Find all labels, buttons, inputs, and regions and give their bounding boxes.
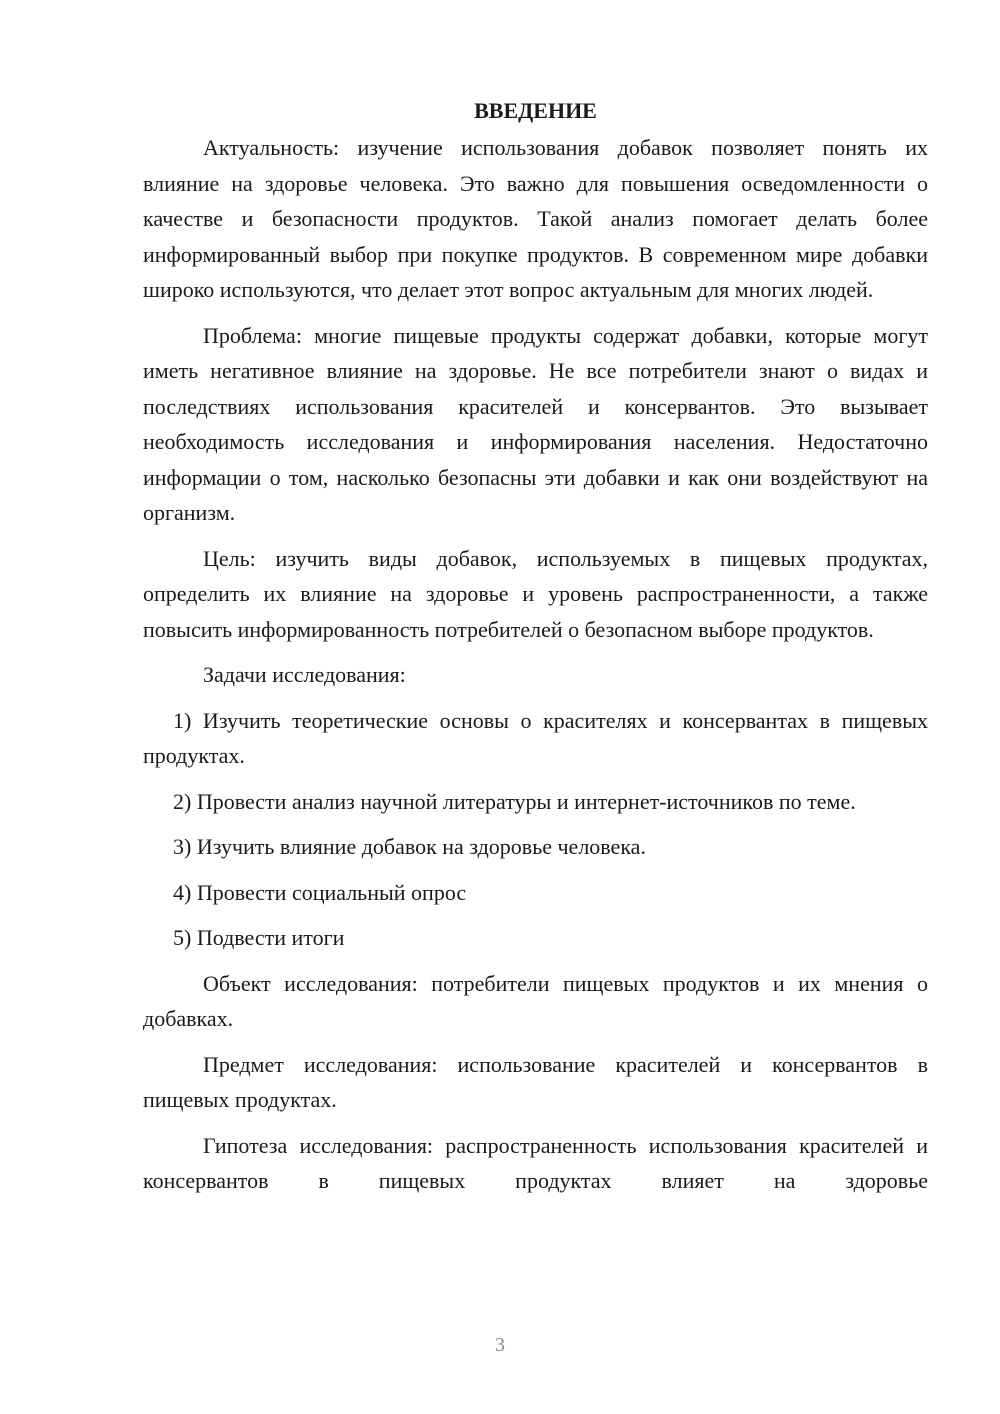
goal-paragraph: Цель: изучить виды добавок, используемых в пищевых продуктах, определить их влияние на здоровье и уровень распространенности, а также повысить информированность потребителей о безопасном выборе продуктов. (143, 545, 928, 642)
task-item-1: 1) Изучить теоретические основы о красителях и консервантах в пищевых продуктах. (143, 707, 928, 768)
relevance-paragraph: Актуальность: изучение использования добавок позволяет понять их влияние на здоровье человека. Это важно для повышения осведомленности о качестве и безопасности продуктов. Такой анализ помогает делать более информированный выбор при покупке продуктов. В современном мире добавки широко используются, что делает этот вопрос актуальным для многих людей. (143, 135, 928, 302)
task-item-3: 3) Изучить влияние добавок на здоровье человека. (173, 834, 646, 859)
task-item-5: 5) Подвести итоги (173, 925, 345, 950)
subject-paragraph: Предмет исследования: использование красителей и консервантов в пищевых продуктах. (143, 1051, 928, 1112)
problem-paragraph: Проблема: многие пищевые продукты содержат добавки, которые могут иметь негативное влияние на здоровье. Не все потребители знают о видах и последствиях использования красителей и консервантов. Это вызывает необходимость исследования и информирования населения. Недостаточно информации о том, насколько безопасны эти добавки и как они воздействуют на организм. (143, 322, 928, 525)
object-paragraph: Объект исследования: потребители пищевых продуктов и их мнения о добавках. (143, 970, 928, 1031)
task-item-2: 2) Провести анализ научной литературы и интернет-источников по теме. (173, 788, 856, 814)
document-page (143, 96, 928, 1209)
hypothesis-paragraph: Гипотеза исследования: распространенность использования красителей и консервантов в пищевых продуктах влияет на здоровье (143, 1132, 928, 1193)
page-title: ВВЕДЕНИЕ (474, 98, 597, 123)
tasks-heading: Задачи исследования: (203, 662, 406, 687)
page-number: 3 (495, 1334, 505, 1356)
task-item-4: 4) Провести социальный опрос (173, 879, 467, 905)
